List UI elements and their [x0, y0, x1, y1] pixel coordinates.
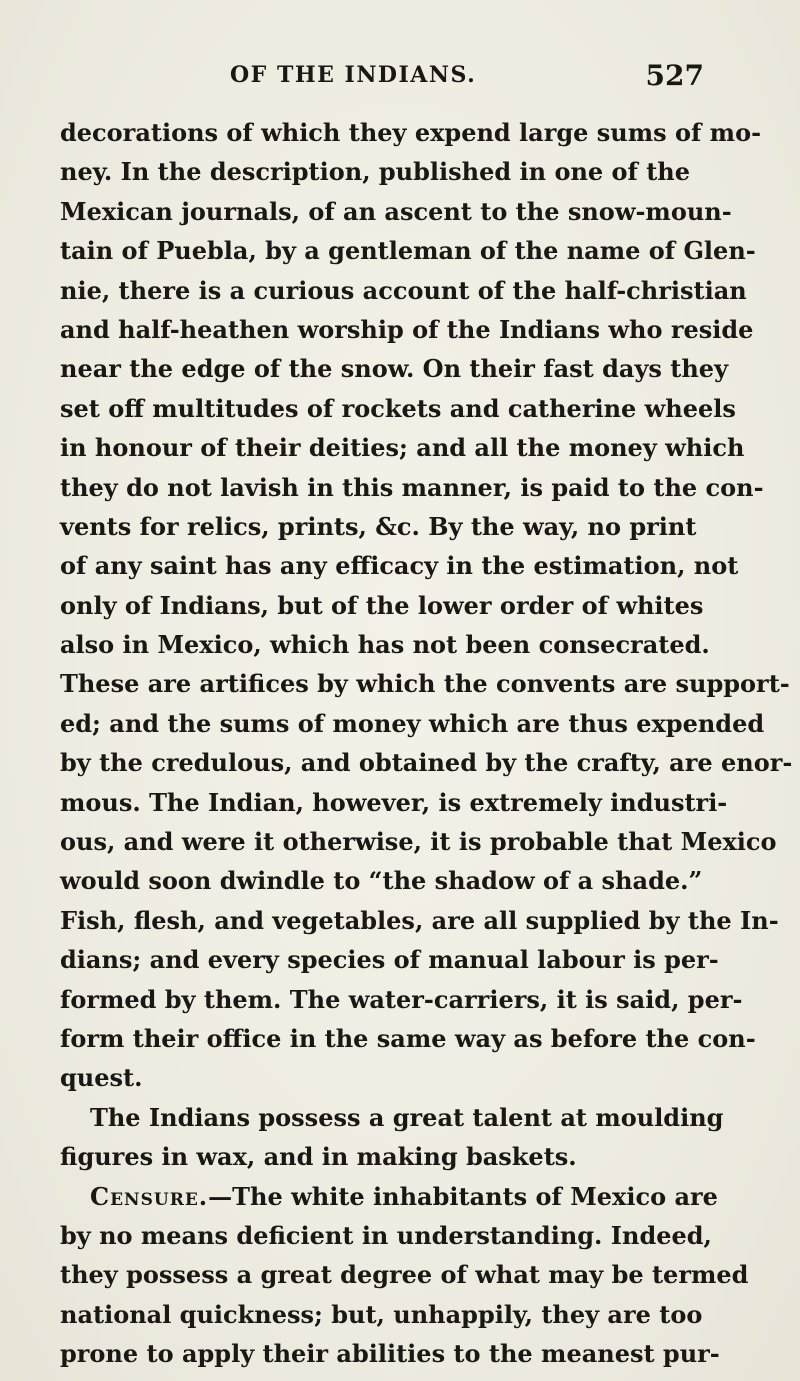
body-text	[60, 113, 793, 1374]
text-line: prone to apply their abilities to the meanest pur-	[60, 1339, 720, 1369]
page-number: 527	[645, 59, 704, 92]
text-line: set off multitudes of rockets and catherine wheels	[60, 393, 736, 423]
text-line: Mexican journals, of an ascent to the snow-moun-	[60, 196, 732, 226]
text-line: tain of Puebla, by a gentleman of the name of Glen-	[60, 236, 756, 266]
text-line: figures in wax, and in making baskets.	[60, 1142, 577, 1172]
text-line: ney. In the description, published in one of the	[60, 157, 691, 187]
text-line: mous. The Indian, however, is extremely industri-	[60, 787, 728, 817]
text-line: would soon dwindle to “the shadow of a shade.”	[60, 866, 703, 896]
text-line: nie, there is a curious account of the half-christian	[60, 275, 747, 305]
text-line: quest.	[60, 1063, 143, 1093]
text-line: formed by them. The water-carriers, it is said, per-	[60, 984, 743, 1014]
text-line: The Indians possess a great talent at moulding	[90, 1102, 724, 1132]
text-line: only of Indians, but of the lower order of whites	[60, 590, 704, 620]
text-line: Fish, flesh, and vegetables, are all supplied by the In-	[60, 905, 779, 935]
text-line: near the edge of the snow. On their fast days they	[60, 354, 729, 384]
section-text: —The white inhabitants of Mexico are	[208, 1181, 718, 1211]
text-line: by the credulous, and obtained by the crafty, are enor-	[60, 748, 793, 778]
text-line: by no means deficient in understanding. Indeed,	[60, 1220, 712, 1250]
section-lead: Censure.	[90, 1181, 209, 1211]
text-line: they possess a great degree of what may be termed	[60, 1260, 749, 1290]
text-line: decorations of which they expend large sums of mo-	[60, 118, 762, 147]
text-line: of any saint has any efficacy in the estimation, not	[60, 551, 739, 581]
page-header	[60, 59, 704, 102]
text-line: and half-heathen worship of the Indians who reside	[60, 314, 754, 344]
text-line: also in Mexico, which has not been consecrated.	[60, 630, 710, 660]
text-line: These are artifices by which the convents are support-	[60, 669, 790, 699]
text-line: ed; and the sums of money which are thus expended	[60, 708, 765, 738]
text-line: dians; and every species of manual labour is per-	[60, 945, 719, 975]
text-line: they do not lavish in this manner, is paid to the con-	[60, 472, 764, 502]
text-line: national quickness; but, unhappily, they are too	[60, 1299, 703, 1329]
text-line-section	[60, 1177, 718, 1216]
text-line: vents for relics, prints, &c. By the way, no print	[60, 511, 697, 541]
text-line: ous, and were it otherwise, it is probable that Mexico	[60, 827, 777, 857]
running-title: OF THE INDIANS.	[230, 62, 477, 88]
text-line: form their office in the same way as before the con-	[60, 1023, 756, 1053]
text-line: in honour of their deities; and all the money which	[60, 433, 745, 463]
